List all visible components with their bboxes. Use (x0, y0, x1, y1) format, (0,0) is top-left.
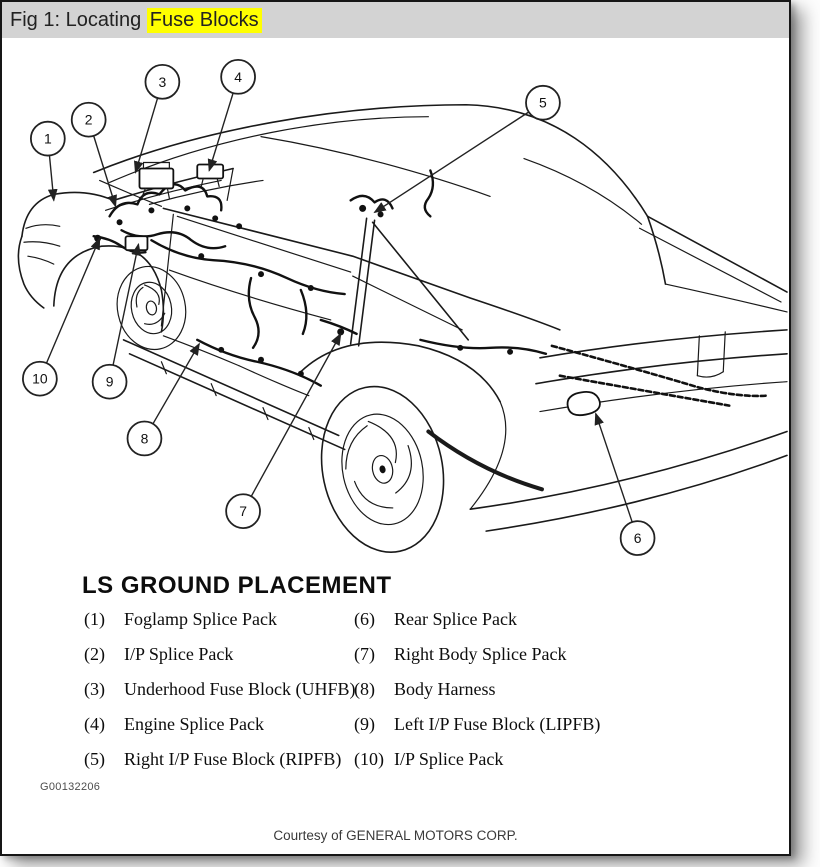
legend-item (354, 679, 600, 697)
courtesy-line: Courtesy of GENERAL MOTORS CORP. (273, 828, 518, 843)
vehicle-diagram (2, 40, 789, 560)
legend-label: Rear Splice Pack (394, 609, 517, 629)
callout-4 (209, 60, 255, 171)
callout-1 (31, 122, 65, 201)
svg-text:9: 9 (105, 373, 114, 390)
legend-number: (6) (354, 609, 375, 629)
legend-number: (3) (84, 679, 105, 699)
legend-column-right (354, 609, 600, 784)
svg-text:4: 4 (234, 68, 242, 85)
legend-item (84, 609, 356, 627)
legend-item (354, 644, 600, 662)
svg-text:10: 10 (32, 370, 48, 387)
svg-text:1: 1 (43, 130, 52, 147)
search-highlight: Fuse Blocks (147, 8, 262, 33)
legend-number: (4) (84, 714, 105, 734)
legend-item (84, 749, 356, 767)
legend-number: (7) (354, 644, 375, 664)
left-ip-fuse-block (126, 236, 148, 250)
callout-2 (72, 103, 116, 207)
figure-title-text: Fig 1: Locating (10, 8, 147, 31)
legend-label: I/P Splice Pack (394, 749, 504, 769)
callout-3 (135, 65, 179, 173)
legend-label: Body Harness (394, 679, 496, 699)
legend-column-left (84, 609, 356, 784)
legend-label: Right Body Splice Pack (394, 644, 567, 664)
legend-label: Left I/P Fuse Block (LIPFB) (394, 714, 601, 734)
legend-item (354, 749, 600, 767)
legend-item (84, 644, 356, 662)
legend-number: (8) (354, 679, 375, 699)
figure-title-bar (2, 2, 789, 38)
figure-code: G00132206 (40, 781, 101, 793)
callout-8 (128, 344, 200, 456)
legend-label: I/P Splice Pack (124, 644, 234, 664)
svg-text:7: 7 (239, 503, 247, 520)
legend-number: (1) (84, 609, 105, 629)
diagram-heading: LS GROUND PLACEMENT (82, 572, 392, 599)
legend-item (354, 714, 600, 732)
svg-text:2: 2 (84, 111, 93, 128)
rear-wheel (307, 375, 459, 560)
legend-number: (9) (354, 714, 375, 734)
legend-number: (2) (84, 644, 105, 664)
svg-text:5: 5 (539, 94, 547, 111)
legend-label: Engine Splice Pack (124, 714, 264, 734)
callout-9 (93, 244, 139, 398)
svg-text:6: 6 (633, 530, 642, 547)
callout-10 (23, 238, 100, 395)
callout-7 (226, 334, 341, 528)
legend-label: Underhood Fuse Block (UHFB) (124, 679, 356, 699)
legend-item (354, 609, 600, 627)
legend-item (84, 714, 356, 732)
legend-number: (5) (84, 749, 105, 769)
legend-label: Right I/P Fuse Block (RIPFB) (124, 749, 342, 769)
legend-item (84, 679, 356, 697)
legend-number: (10) (354, 749, 384, 769)
svg-text:8: 8 (140, 430, 149, 447)
svg-text:3: 3 (158, 73, 167, 90)
car-body-outline (18, 105, 787, 560)
legend-label: Foglamp Splice Pack (124, 609, 277, 629)
diagram-area (2, 40, 789, 560)
